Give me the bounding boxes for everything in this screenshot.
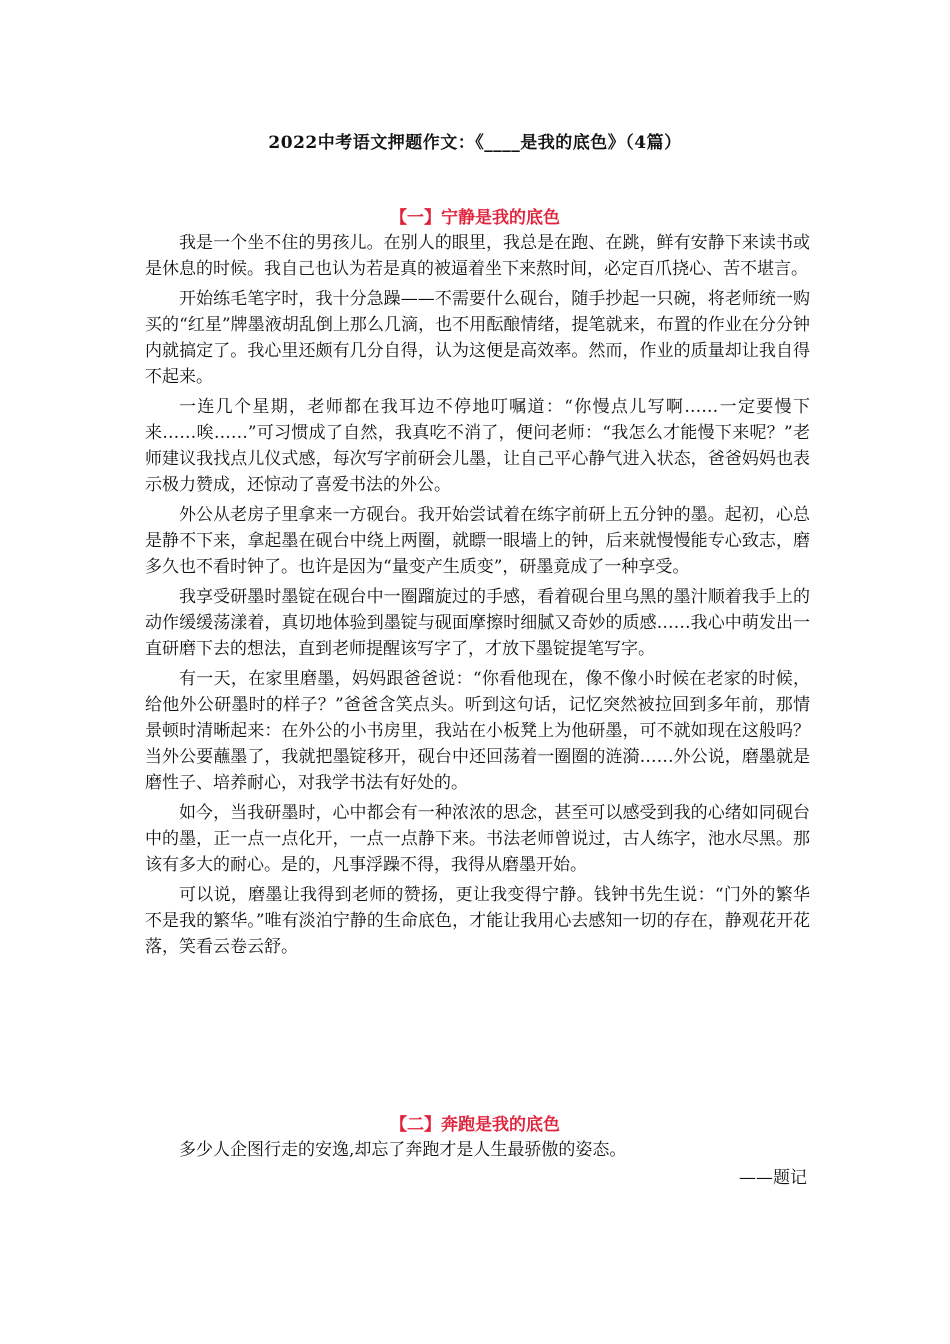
- paragraph: 开始练毛笔字时，我十分急躁——不需要什么砚台，随手抄起一只碗，将老师统一购买的“红星”牌墨液胡乱倒上那么几滴，也不用酝酿情绪，提笔就来，布置的作业在分分钟内就搞定了。我心里还颇有几分自得，认为这便是高效率。然而，作业的质量却让我自得不起来。: [145, 289, 810, 387]
- paragraph: 如今，当我研墨时，心中都会有一种浓浓的思念，甚至可以感受到我的心绪如同砚台中的墨，正一点一点化开，一点一点静下来。书法老师曾说过，古人练字，池水尽黑。那该有多大的耐心。是的，凡事浮躁不得，我得从磨墨开始。: [145, 803, 810, 875]
- paragraph: 一连几个星期，老师都在我耳边不停地叮嘱道：“你慢点儿写啊……一定要慢下来……唉……”可习惯成了自然，我真吃不消了，便问老师：“我怎么才能慢下来呢？”老师建议我找点儿仪式感，每次写字前研会儿墨，让自己平心静气进入状态，爸爸妈妈也表示极力赞成，还惊动了喜爱书法的外公。: [145, 397, 810, 495]
- section-2-heading: 【二】奔跑是我的底色: [390, 1115, 560, 1135]
- paragraph: 有一天，在家里磨墨，妈妈跟爸爸说：“你看他现在，像不像小时候在老家的时候，给他外公研墨时的样子？”爸爸含笑点头。听到这句话，记忆突然被拉回到多年前，那情景顿时清晰起来：在外公的小书房里，我站在小板凳上为他研墨，可不就如现在这般吗？当外公要蘸墨了，我就把墨锭移开，砚台中还回荡着一圈圈的涟漪……外公说，磨墨就是磨性子、培养耐心，对我学书法有好处的。: [145, 669, 810, 793]
- section-1-heading: 【一】宁静是我的底色: [390, 208, 560, 228]
- paragraph: 可以说，磨墨让我得到老师的赞扬，更让我变得宁静。钱钟书先生说：“门外的繁华不是我的繁华。”唯有淡泊宁静的生命底色，才能让我用心去感知一切的存在，静观花开花落，笑看云卷云舒。: [145, 885, 810, 957]
- paragraph: 我是一个坐不住的男孩儿。在别人的眼里，我总是在跑、在跳，鲜有安静下来读书或是休息的时候。我自己也认为若是真的被逼着坐下来熬时间，必定百爪挠心、苦不堪言。: [145, 233, 810, 279]
- section-2-epigraph: 多少人企图行走的安逸,却忘了奔跑才是人生最骄傲的姿态。: [179, 1140, 627, 1160]
- paragraph: 外公从老房子里拿来一方砚台。我开始尝试着在练字前研上五分钟的墨。起初，心总是静不下来，拿起墨在砚台中绕上两圈，就瞟一眼墙上的钟，后来就慢慢能专心致志，磨多久也不看时钟了。也许是因为“量变产生质变”，研墨竟成了一种享受。: [145, 505, 810, 577]
- paragraph: 我享受研墨时墨锭在砚台中一圈蹓旋过的手感，看着砚台里乌黑的墨汁顺着我手上的动作缓缓荡漾着，真切地体验到墨锭与砚面摩擦时细腻又奇妙的质感……我心中萌发出一直研磨下去的想法，直到老师提醒该写字了，才放下墨锭提笔写字。: [145, 587, 810, 659]
- document-title: 2022中考语文押题作文：《____是我的底色》（4篇）: [268, 133, 682, 153]
- section-1-body: [145, 230, 810, 964]
- section-2-attribution: ——题记: [739, 1168, 807, 1188]
